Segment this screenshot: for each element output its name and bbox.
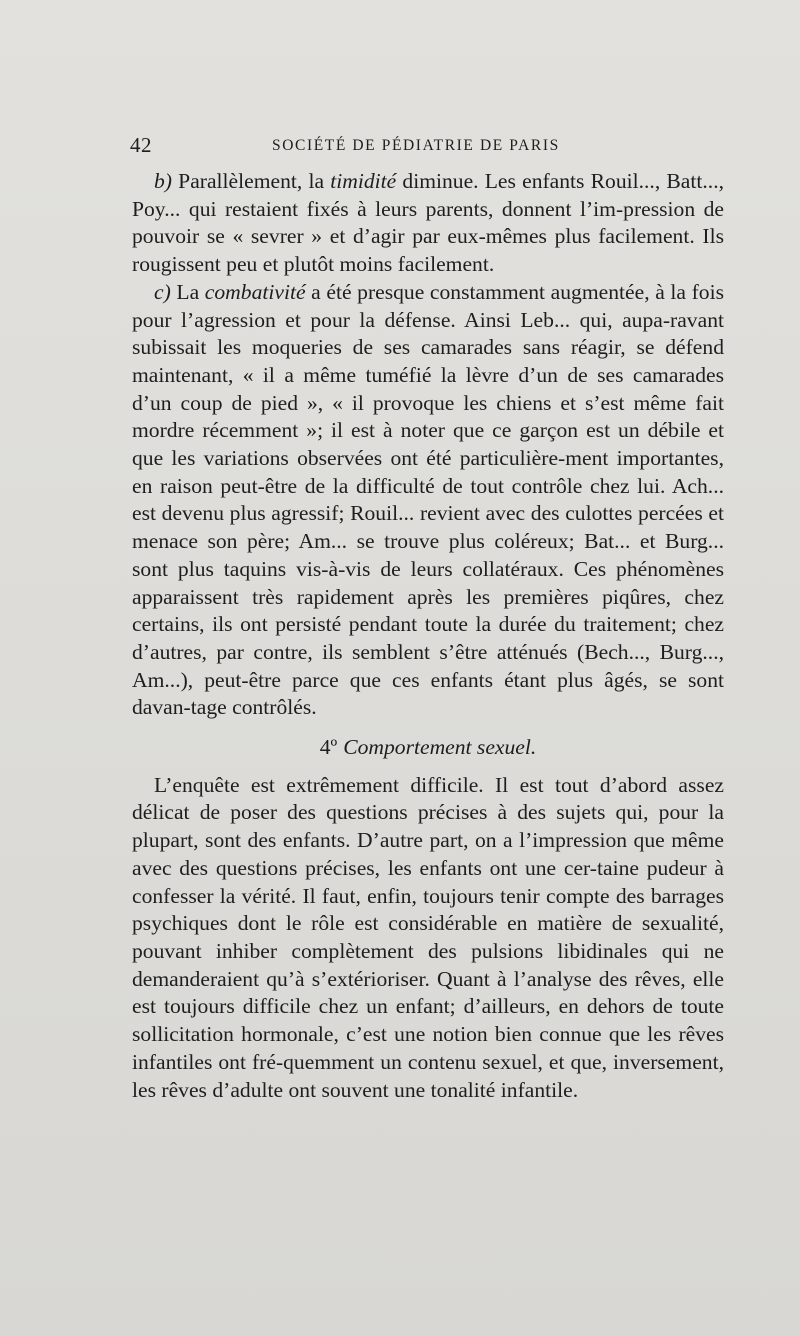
paragraph-b-text-2: diminue. Les enfants Rouil..., Batt..., Poy... qui restaient fixés à leurs parents, donnent l’im-pression de pouvoir se « sevrer » et d’agir par eux-mêmes plus facilement. Ils rougissent peu et plutôt moins facilement. (132, 169, 724, 277)
paragraph-c-text-1: La (170, 279, 205, 304)
paragraph-d: L’enquête est extrêmement difficile. Il est tout d’abord assez délicat de poser des questions précises à des sujets qui, pour la plupart, sont des enfants. D’autre part, on a l’impression que même avec des questions précises, les enfants ont une cer-taine pudeur à confesser la vérité. Il faut, enfin, toujours tenir compte des barrages psychiques dont le rôle est considérable en matière de sexualité, pouvant inhiber complètement des pulsions libidinales qui ne demanderaient qu’à s’extérioriser. Quant à l’analyse des rêves, elle est toujours difficile chez un enfant; d’ailleurs, en dehors de toute sollicitation hormonale, c’est une notion bien connue que les rêves infantiles ont fré-quemment un contenu sexuel, et que, inversement, les rêves d’adulte ont souvent une tonalité infantile. (132, 772, 724, 1102)
page-number: 42 (130, 133, 152, 157)
page-header (130, 133, 780, 161)
running-title: SOCIÉTÉ DE PÉDIATRIE DE PARIS (272, 137, 560, 154)
paragraph-c-label: c) (154, 279, 171, 304)
section-title: Comportement sexuel. (343, 735, 537, 760)
section-heading (132, 734, 724, 762)
body-text (132, 168, 724, 1104)
paragraph-c-emphasis: combativité (204, 279, 306, 304)
paragraph-b-label: b) (154, 169, 172, 193)
paragraph-c (132, 279, 724, 722)
paragraph-c-text-2: a été presque constamment augmentée, à la fois pour l’agression et pour la défense. Ainsi Leb... qui, aupa-ravant subissait les moqueries de ses camarades sans réagir, se défend maintenant, « il a même tuméfié la lèvre d’un de ses camarades d’un coup de pied », « il provoque les chiens et s’est même fait mordre récemment »; il est à noter que ce garçon est un débile et que les variations observées ont été particulière-ment importantes, en raison peut-être de la difficulté de tout contrôle chez lui. Ach... est devenu plus agressif; Rouil... revient avec des culottes percées et menace son père; Am... se trouve plus coléreux; Bat... et Burg... sont plus taquins vis-à-vis de leurs collatéraux. Ces phénomènes apparaissent très rapidement après les premières piqûres, chez certains, ils ont persisté pendant toute la durée du traitement; chez d’autres, par contre, ils semblent s’être atténués (Bech..., Burg..., Am...), peut-être parce que ces enfants étant plus âgés, se sont davan-tage contrôlés. (132, 279, 724, 720)
section-number: 4º (319, 735, 338, 760)
paragraph-b-text-1: Parallèlement, la (172, 169, 331, 193)
paragraph-b (132, 168, 724, 279)
paragraph-b-emphasis: timidité (330, 169, 397, 193)
